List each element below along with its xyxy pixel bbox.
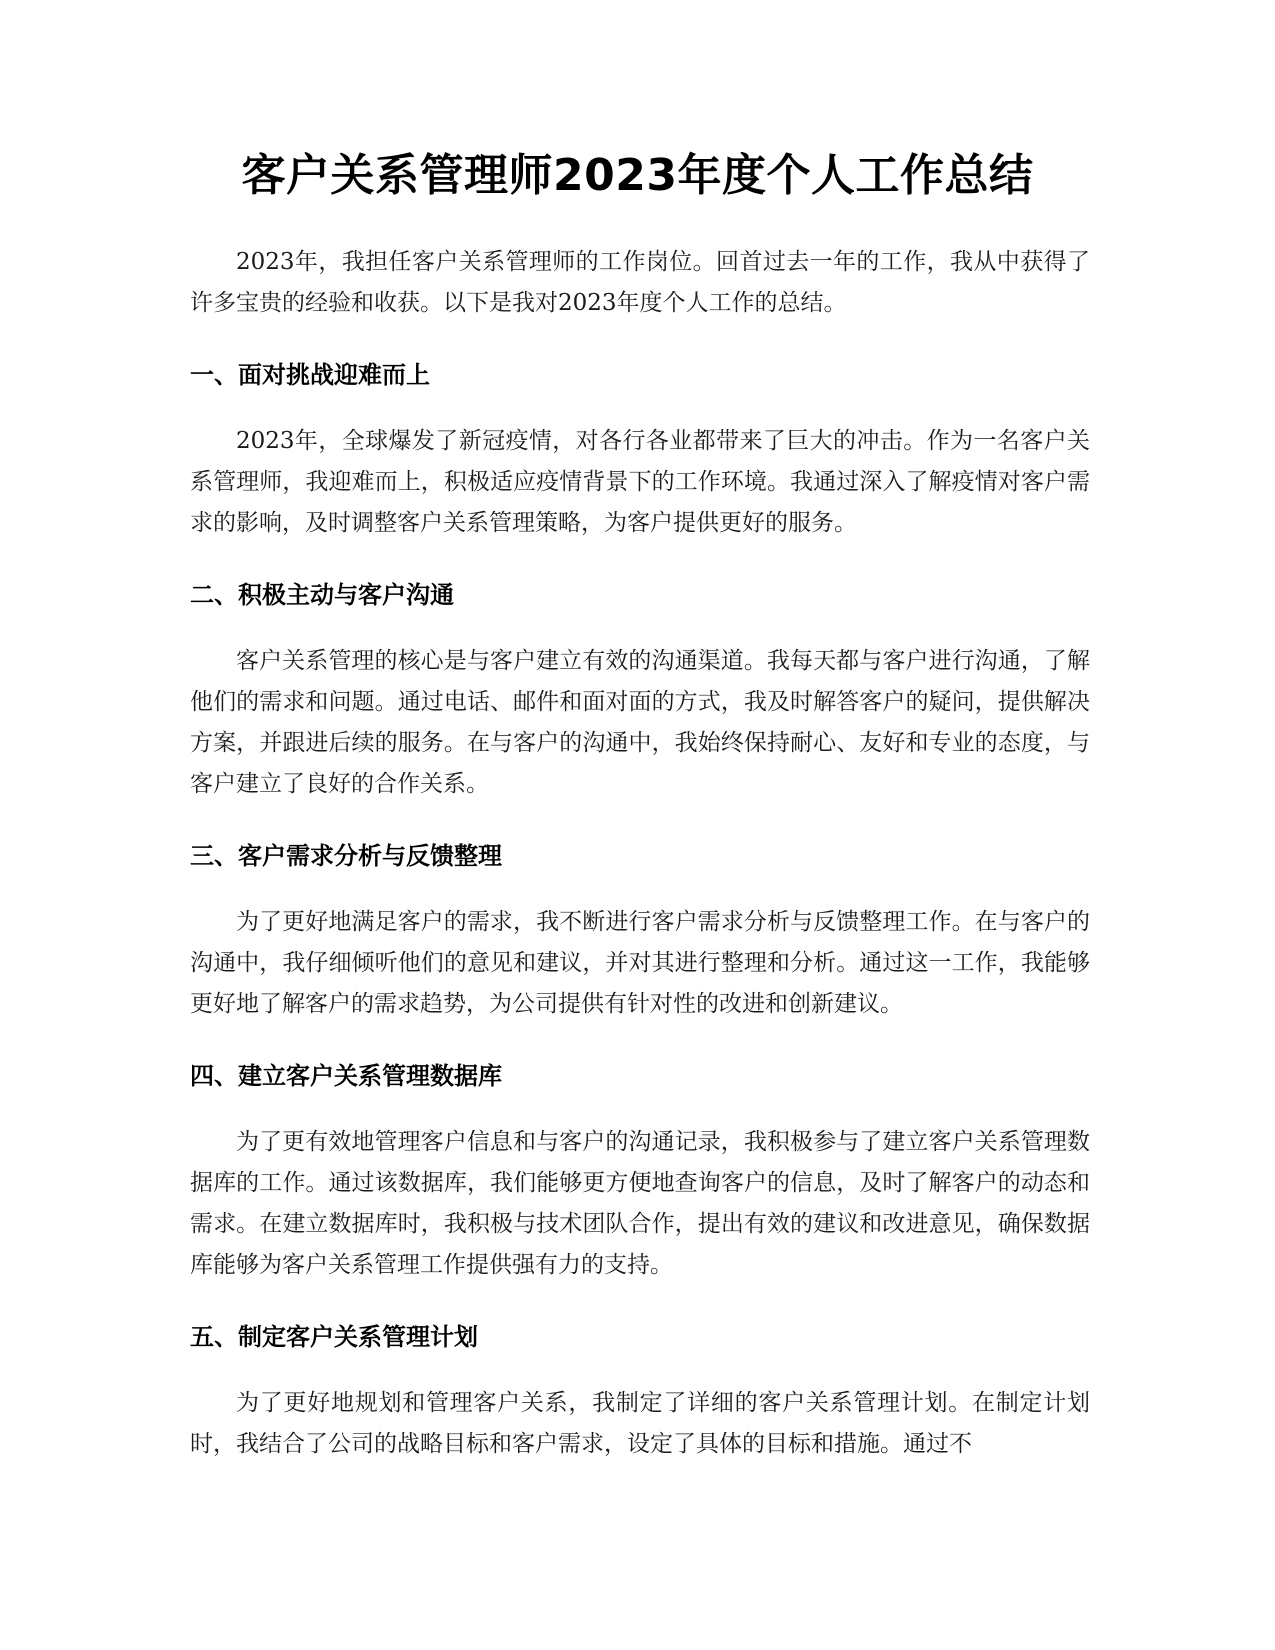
section-heading-2: 二、积极主动与客户沟通 [190, 581, 454, 609]
section-paragraph-5: 为了更好地规划和管理客户关系，我制定了详细的客户关系管理计划。在制定计划时，我结合了公司的战略目标和客户需求，设定了具体的目标和措施。通过不 [190, 1390, 1090, 1457]
section-heading-3: 三、客户需求分析与反馈整理 [190, 842, 502, 870]
section-paragraph-4: 为了更有效地管理客户信息和与客户的沟通记录，我积极参与了建立客户关系管理数据库的工作。通过该数据库，我们能够更方便地查询客户的信息，及时了解客户的动态和需求。在建立数据库时，我积极与技术团队合作，提出有效的建议和改进意见，确保数据库能够为客户关系管理工作提供强有力的支持。 [190, 1129, 1090, 1278]
document-body [190, 242, 1090, 1465]
section-heading-4: 四、建立客户关系管理数据库 [190, 1062, 502, 1090]
document-title: 客户关系管理师2023年度个人工作总结 [241, 150, 1034, 201]
section-heading-5: 五、制定客户关系管理计划 [190, 1323, 478, 1351]
section-paragraph-3: 为了更好地满足客户的需求，我不断进行客户需求分析与反馈整理工作。在与客户的沟通中，我仔细倾听他们的意见和建议，并对其进行整理和分析。通过这一工作，我能够更好地了解客户的需求趋势，为公司提供有针对性的改进和创新建议。 [190, 909, 1090, 1017]
intro-paragraph: 2023年，我担任客户关系管理师的工作岗位。回首过去一年的工作，我从中获得了许多宝贵的经验和收获。以下是我对2023年度个人工作的总结。 [190, 249, 1090, 316]
section-paragraph-1: 2023年，全球爆发了新冠疫情，对各行各业都带来了巨大的冲击。作为一名客户关系管理师，我迎难而上，积极适应疫情背景下的工作环境。我通过深入了解疫情对客户需求的影响，及时调整客户关系管理策略，为客户提供更好的服务。 [190, 428, 1090, 536]
section-paragraph-2: 客户关系管理的核心是与客户建立有效的沟通渠道。我每天都与客户进行沟通，了解他们的需求和问题。通过电话、邮件和面对面的方式，我及时解答客户的疑问，提供解决方案，并跟进后续的服务。在与客户的沟通中，我始终保持耐心、友好和专业的态度，与客户建立了良好的合作关系。 [190, 648, 1090, 797]
section-heading-1: 一、面对挑战迎难而上 [190, 361, 430, 389]
